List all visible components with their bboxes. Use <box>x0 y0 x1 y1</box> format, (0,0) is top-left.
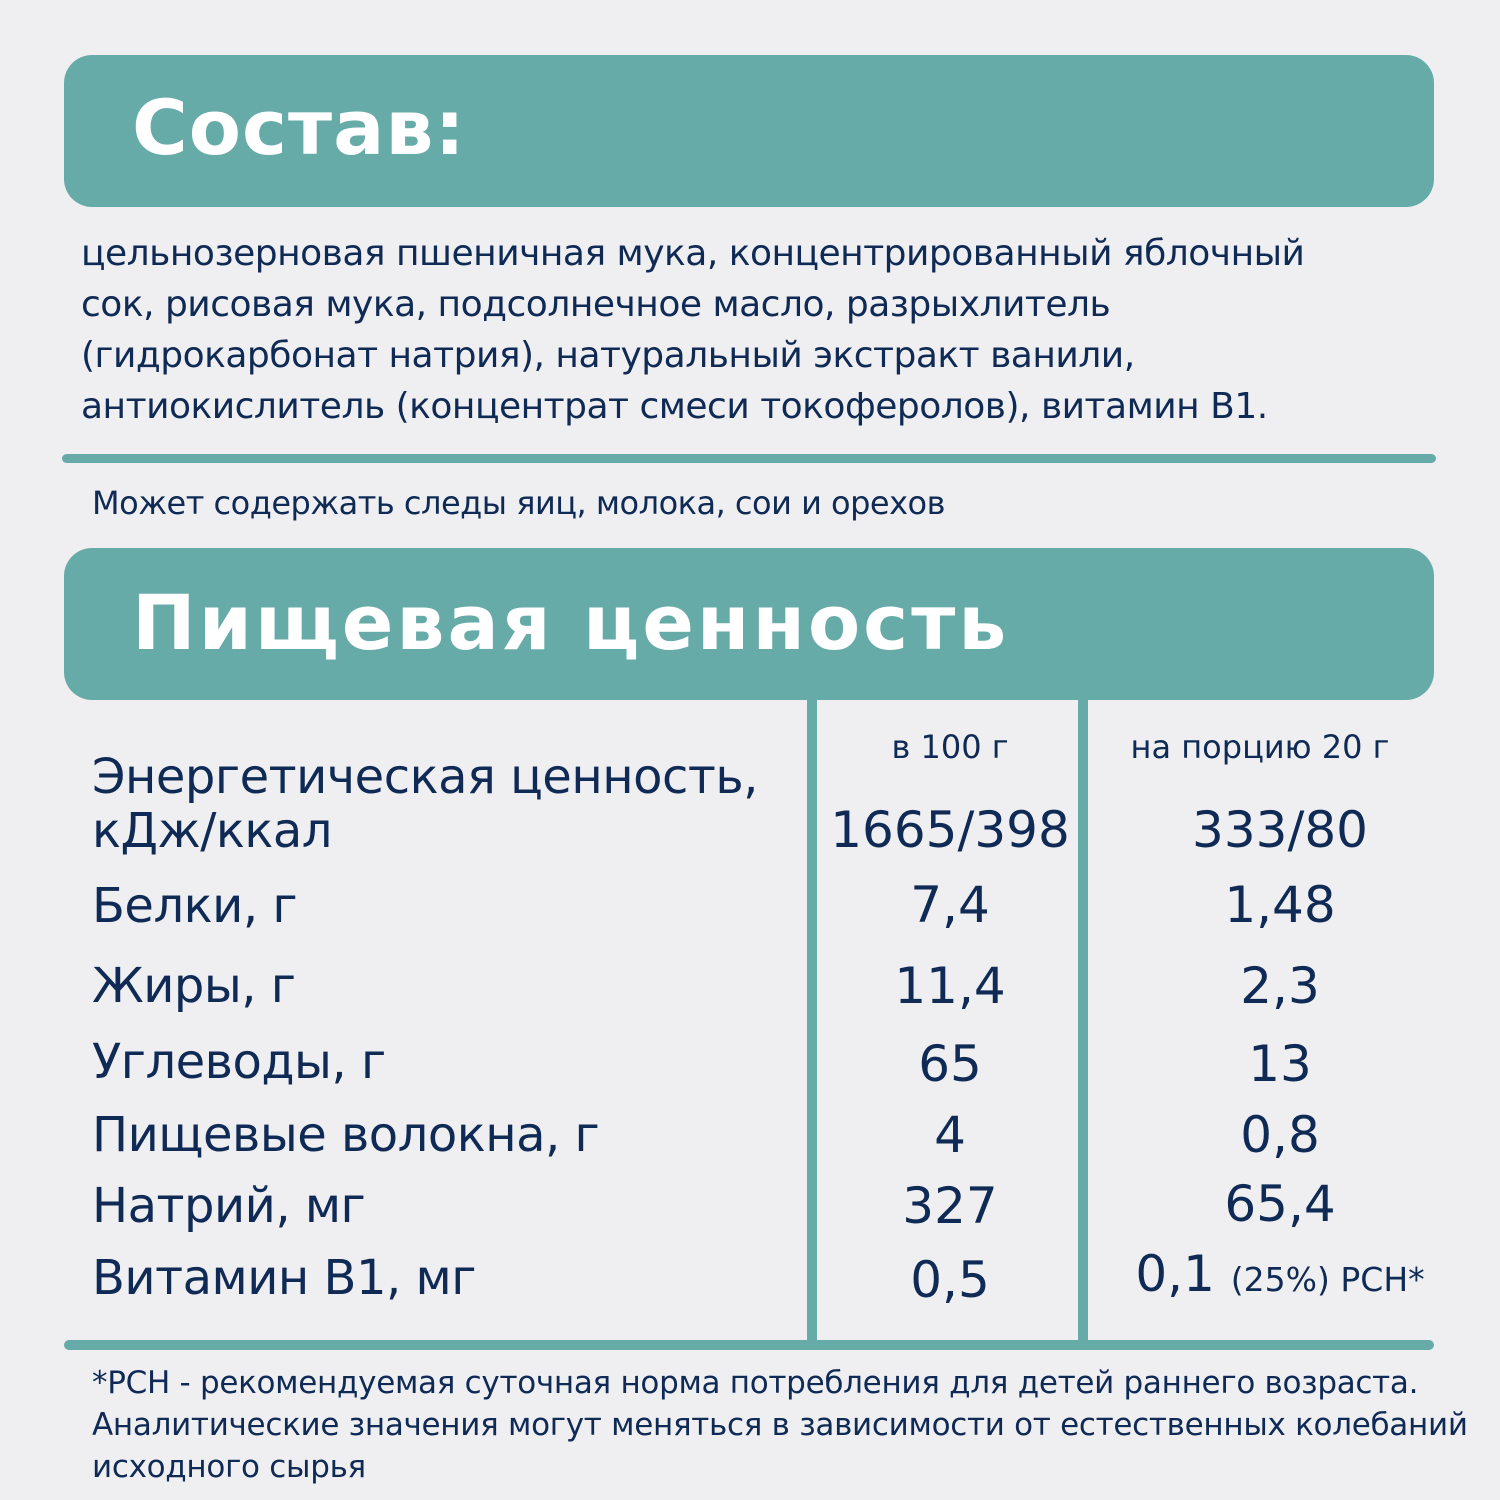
ingredients-text: цельнозерновая пшеничная мука, концентрированный яблочный сок, рисовая мука, подсолнечное масло, разрыхлитель (гидрокарбонат натрия), натуральный экстракт ванили, антиокислитель (концентрат смеси токоферолов), витамин B1. <box>81 233 1305 427</box>
value-per100: 11,4 <box>894 957 1006 1015</box>
value-per100: 0,5 <box>910 1251 990 1309</box>
value-portion: 2,3 <box>1240 957 1320 1015</box>
column-header-per100: в 100 г <box>891 728 1009 766</box>
allergen-note: Может содержать следы яиц, молока, сои и орехов <box>92 484 945 522</box>
footnote: *РСН - рекомендуемая суточная норма потребления для детей раннего возраста. Аналитические значения могут меняться в зависимости от естественных колебаний исходного сырья <box>92 1365 1468 1485</box>
value-per100: 4 <box>934 1106 966 1164</box>
row-label: Витамин B1, мг <box>92 1250 476 1306</box>
column-header-portion: на порцию 20 г <box>1130 728 1390 766</box>
value-portion-number: 0,1 <box>1135 1245 1215 1303</box>
daily-norm-note: (25%) РСН* <box>1230 1260 1425 1299</box>
value-portion: 333/80 <box>1192 801 1368 859</box>
divider <box>62 454 1436 463</box>
row-label: Натрий, мг <box>92 1178 366 1234</box>
row-label: Пищевые волокна, г <box>92 1107 600 1163</box>
row-label: Жиры, г <box>92 958 296 1014</box>
column-divider <box>1078 700 1088 1342</box>
value-per100: 327 <box>902 1177 998 1235</box>
value-per100: 65 <box>918 1035 982 1093</box>
value-per100: 7,4 <box>910 876 990 934</box>
composition-header <box>64 55 1434 207</box>
composition-title: Состав: <box>132 83 466 172</box>
row-label: Белки, г <box>92 878 298 934</box>
row-label: Энергетическая ценность, кДж/ккал <box>92 749 758 859</box>
value-portion: 1,48 <box>1224 876 1336 934</box>
value-per100: 1665/398 <box>830 801 1070 859</box>
value-portion <box>1090 1245 1470 1303</box>
value-portion: 13 <box>1248 1035 1312 1093</box>
nutrition-title: Пищевая ценность <box>132 578 1010 667</box>
value-portion: 65,4 <box>1224 1175 1336 1233</box>
row-label: Углеводы, г <box>92 1034 386 1090</box>
nutrition-header <box>64 548 1434 700</box>
divider <box>64 1340 1434 1350</box>
column-divider <box>807 700 817 1342</box>
value-portion: 0,8 <box>1240 1106 1320 1164</box>
